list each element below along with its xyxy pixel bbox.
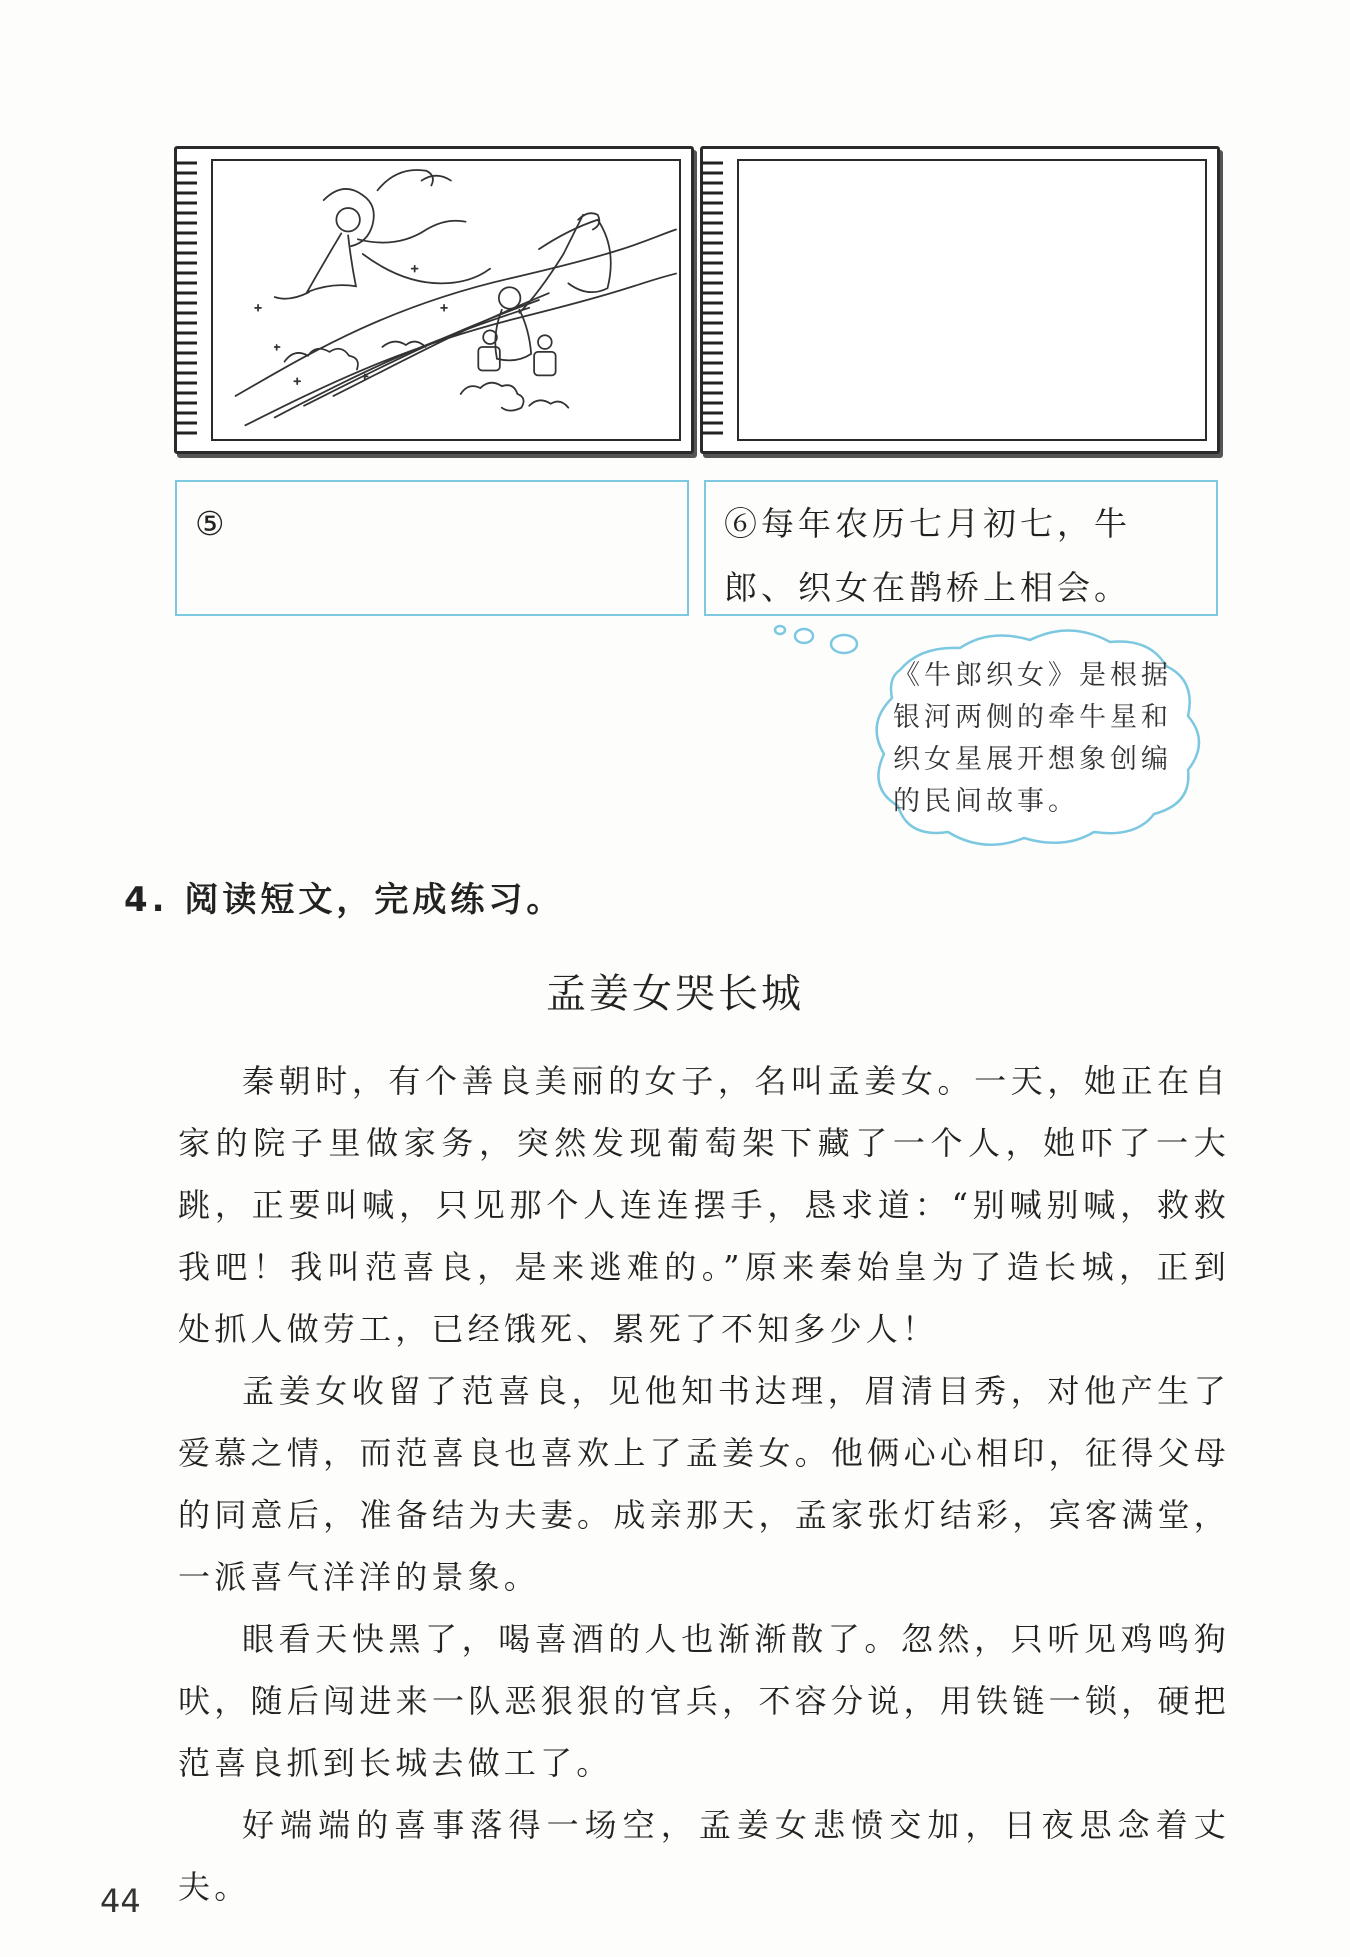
illustration-cowherd-weaver-icon bbox=[213, 161, 679, 439]
story-title: 孟姜女哭长城 bbox=[546, 971, 804, 1017]
story-paragraph: 孟姜女收留了范喜良，见他知书达理，眉清目秀，对他产生了爱慕之情，而范喜良也喜欢上了孟姜女。他俩心心相印，征得父母的同意后，准备结为夫妻。成亲那天，孟家张灯结彩，宾客满堂，一派喜气洋洋的景象。 bbox=[178, 1372, 1230, 1596]
sketchbook-panel-5 bbox=[174, 146, 694, 454]
blank-drawing-area[interactable] bbox=[737, 159, 1207, 441]
caption-box-6 bbox=[704, 480, 1218, 616]
story-body bbox=[178, 1050, 1230, 1918]
panel-number-5: ⑤ bbox=[195, 504, 229, 543]
story-paragraph: 好端端的喜事落得一场空，孟姜女悲愤交加，日夜思念着丈夫。 bbox=[178, 1806, 1230, 1906]
caption-box-5[interactable] bbox=[175, 480, 689, 616]
sketch-page bbox=[211, 159, 681, 441]
cloud-note-text: 《牛郎织女》是根据银河两侧的牵牛星和织女星展开想象创编的民间故事。 bbox=[893, 660, 1172, 817]
panel-number-6: ⑥ bbox=[724, 504, 761, 543]
sketchbook-panel-6 bbox=[700, 146, 1220, 454]
page-number: 44 bbox=[100, 1882, 141, 1920]
question-heading: 4. 阅读短文，完成练习。 bbox=[124, 880, 565, 920]
spiral-binding-right bbox=[697, 155, 727, 445]
spiral-binding-left bbox=[171, 155, 201, 445]
story-paragraph: 眼看天快黑了，喝喜酒的人也渐渐散了。忽然，只听见鸡鸣狗吠，随后闯进来一队恶狠狠的官兵，不容分说，用铁链一锁，硬把范喜良抓到长城去做工了。 bbox=[178, 1620, 1230, 1782]
story-paragraph: 秦朝时，有个善良美丽的女子，名叫孟姜女。一天，她正在自家的院子里做家务，突然发现葡萄架下藏了一个人，她吓了一大跳，正要叫喊，只见那个人连连摆手，恳求道：“别喊别喊，救救我吧！我叫范喜良，是来逃难的。”原来秦始皇为了造长城，正到处抓人做劳工，已经饿死、累死了不知多少人！ bbox=[178, 1062, 1230, 1348]
panel-6-caption: 每年农历七月初七，牛郎、织女在鹊桥上相会。 bbox=[724, 504, 1131, 607]
